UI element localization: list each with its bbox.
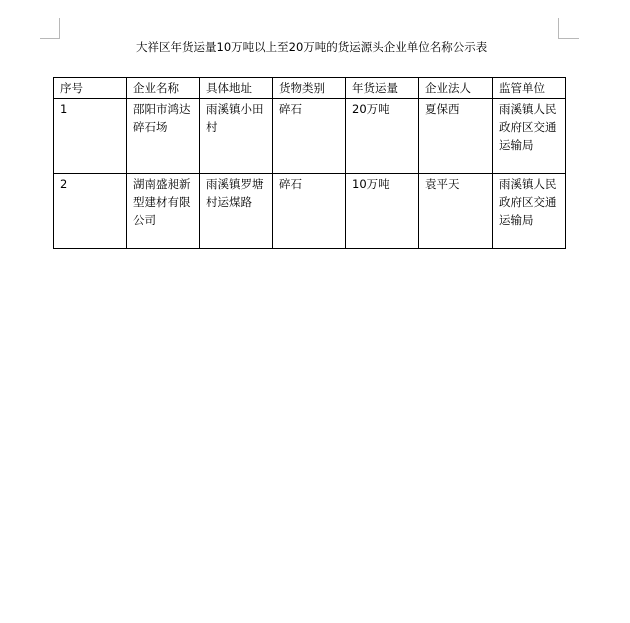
corner-mark xyxy=(558,38,579,39)
cell-volume: 10万吨 xyxy=(346,174,419,249)
header-address: 具体地址 xyxy=(200,78,273,99)
cell-index: 1 xyxy=(54,99,127,174)
document-title: 大祥区年货运量10万吨以上至20万吨的货运源头企业单位名称公示表 xyxy=(136,40,488,54)
cell-cargo: 碎石 xyxy=(273,99,346,174)
cell-volume: 20万吨 xyxy=(346,99,419,174)
header-index: 序号 xyxy=(54,78,127,99)
cell-supervisor: 雨溪镇人民政府区交通运输局 xyxy=(493,99,566,174)
cell-company: 邵阳市鸿达碎石场 xyxy=(127,99,200,174)
header-cargo: 货物类别 xyxy=(273,78,346,99)
cell-supervisor: 雨溪镇人民政府区交通运输局 xyxy=(493,174,566,249)
table-row xyxy=(54,174,566,249)
cell-cargo: 碎石 xyxy=(273,174,346,249)
corner-mark xyxy=(558,18,559,38)
cell-legal-person: 袁平天 xyxy=(419,174,493,249)
cell-address: 雨溪镇小田村 xyxy=(200,99,273,174)
corner-mark xyxy=(59,18,60,38)
corner-mark xyxy=(40,38,60,39)
cell-company: 湖南盛昶新型建材有限公司 xyxy=(127,174,200,249)
table-header-row xyxy=(54,78,566,99)
enterprise-table xyxy=(53,77,566,249)
cell-legal-person: 夏保西 xyxy=(419,99,493,174)
table-row xyxy=(54,99,566,174)
header-company: 企业名称 xyxy=(127,78,200,99)
header-legal-person: 企业法人 xyxy=(419,78,493,99)
cell-index: 2 xyxy=(54,174,127,249)
cell-address: 雨溪镇罗塘村运煤路 xyxy=(200,174,273,249)
header-volume: 年货运量 xyxy=(346,78,419,99)
header-supervisor: 监管单位 xyxy=(493,78,566,99)
